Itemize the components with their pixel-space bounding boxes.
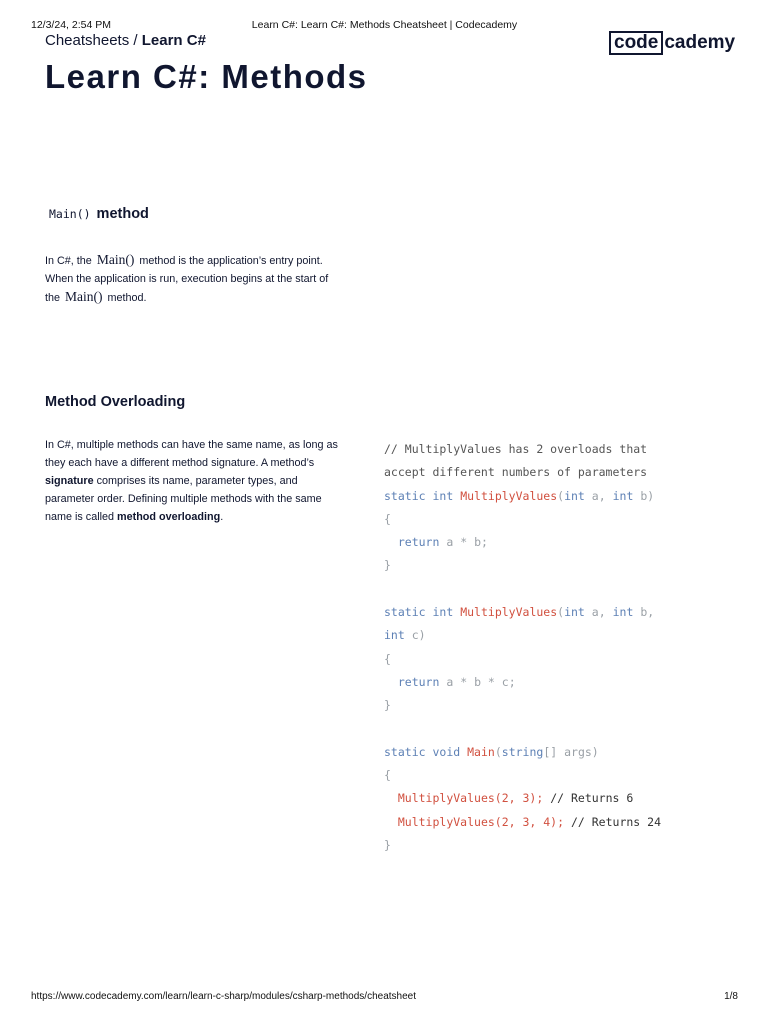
code-function-name: MultiplyValues — [397, 791, 495, 806]
footer-url: https://www.codecademy.com/learn/learn-c-sharp/modules/csharp-methods/cheatsheet — [31, 991, 416, 1002]
main-method-heading-text: method — [96, 206, 149, 222]
print-footer — [31, 991, 738, 1005]
code-keyword: int — [432, 605, 454, 620]
code-call-args: (2, 3, 4); — [494, 814, 565, 829]
code-keyword: int — [564, 488, 585, 503]
code-param: a — [446, 674, 454, 689]
method-overloading-heading: Method Overloading — [45, 394, 186, 410]
footer-page-number: 1/8 — [724, 991, 738, 1002]
overload-desc-text-1: In C#, multiple methods can have the same name, as long as they each have a different method signature. A method’s — [45, 439, 338, 469]
code-keyword: int — [612, 605, 634, 620]
main-desc-text-2: method is the application’s entry point. When the application is run, execution begins at the start of the — [45, 255, 329, 304]
code-function-name: MultiplyValues — [460, 488, 558, 503]
code-param: args — [564, 744, 592, 759]
code-keyword: static — [384, 605, 426, 620]
page-title: Learn C#: Methods — [45, 58, 368, 95]
overload-desc-text-2: comprises its name, parameter types, and parameter order. Defining multiple methods with the same name is called — [45, 475, 322, 523]
main-method-heading — [49, 206, 149, 222]
code-call-args: (2, 3); — [494, 791, 544, 806]
code-function-name: Main — [467, 744, 495, 759]
code-inline-comment: // Returns 24 — [570, 814, 661, 829]
code-param: b — [640, 488, 648, 503]
code-keyword: string — [501, 744, 544, 759]
code-param: a — [591, 488, 599, 503]
overload-desc-text-3: . — [220, 511, 224, 523]
main-method-heading-code: Main() — [49, 207, 91, 221]
code-comment-line-1: // MultiplyValues has 2 overloads that — [384, 442, 648, 456]
code-inline-comment: // Returns 6 — [550, 791, 634, 806]
print-datetime: 12/3/24, 2:54 PM — [31, 19, 111, 31]
code-keyword: static — [384, 744, 426, 759]
code-param: c — [501, 674, 509, 689]
code-param: c — [411, 628, 419, 643]
breadcrumb-current-link[interactable]: Learn C# — [141, 32, 206, 49]
breadcrumb — [45, 32, 206, 49]
code-param: b — [474, 535, 481, 550]
code-keyword: int — [384, 628, 405, 643]
code-param: a — [446, 535, 454, 550]
code-function-name: MultiplyValues — [460, 605, 558, 620]
code-keyword: int — [564, 605, 585, 620]
overloading-code-example: // MultiplyValues has 2 overloads that accept different numbers of parameters static int MultiplyValues(int a, int b) { return a * b; } static int MultiplyValues(int a, int b, int c) { return a * b * c; } static void Main(string[] args) { MultiplyValues(2, 3); // Returns 6 MultiplyValues(2, 3, 4); // Returns 24 } — [384, 442, 661, 853]
codecademy-logo[interactable] — [609, 31, 735, 55]
overload-desc-bold-method-overloading: method overloading — [117, 511, 221, 523]
code-comment-line-2: accept different numbers of parameters — [384, 465, 648, 480]
code-keyword: return — [397, 535, 440, 550]
print-document-title: Learn C#: Learn C#: Methods Cheatsheet | Codecademy — [251, 19, 518, 31]
code-param: b — [474, 674, 481, 689]
logo-rest-text: cademy — [664, 32, 736, 53]
code-keyword: return — [397, 674, 440, 689]
code-param: b — [640, 605, 648, 620]
main-method-description — [45, 251, 340, 307]
main-desc-code-1: Main() — [96, 252, 135, 267]
main-desc-code-2: Main() — [65, 289, 103, 304]
logo-boxed-text: code — [609, 31, 663, 55]
main-desc-text-3: method. — [107, 292, 147, 304]
code-function-name: MultiplyValues — [397, 814, 495, 829]
code-param: a — [591, 605, 599, 620]
main-desc-text-1: In C#, the — [45, 255, 92, 267]
code-keyword: static — [384, 488, 426, 503]
code-keyword: void — [432, 744, 461, 759]
overload-desc-bold-signature: signature — [45, 475, 94, 487]
code-keyword: int — [612, 488, 634, 503]
breadcrumb-separator: / — [129, 32, 142, 49]
method-overloading-description — [45, 436, 340, 526]
code-keyword: int — [432, 488, 454, 503]
breadcrumb-cheatsheets-link[interactable]: Cheatsheets — [45, 32, 130, 49]
